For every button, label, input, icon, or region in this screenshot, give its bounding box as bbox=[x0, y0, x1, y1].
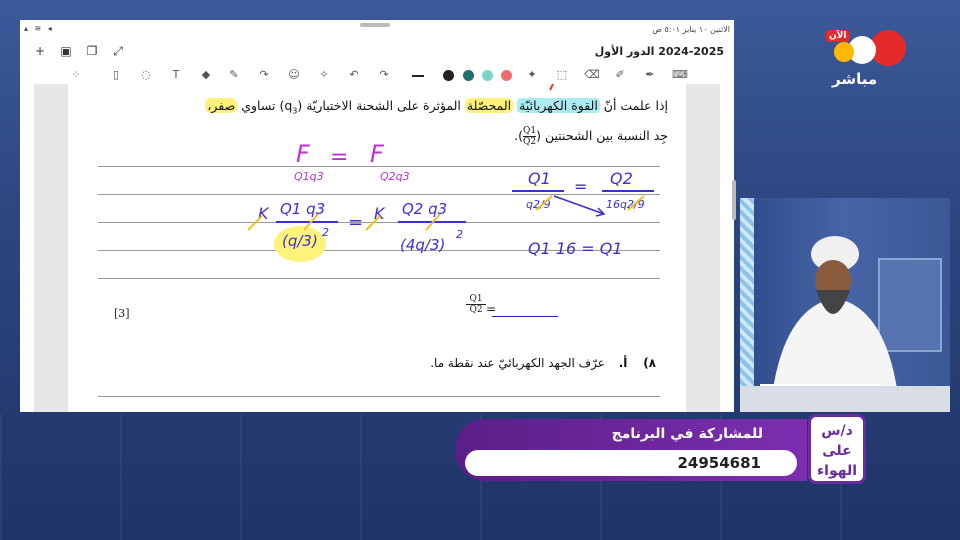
ink-cancel bbox=[248, 216, 262, 230]
presenter-video bbox=[740, 198, 950, 412]
page-icon[interactable]: ▯ bbox=[112, 68, 120, 81]
question-8: ٨) أ. عرّف الجهد الكهربائيّ عند نقطة ما. bbox=[430, 356, 656, 370]
text-icon[interactable]: T bbox=[172, 68, 180, 81]
add-icon[interactable]: + bbox=[34, 44, 46, 58]
answer-rule bbox=[98, 396, 660, 397]
ink-num1: Q1 q3 bbox=[280, 200, 326, 218]
redo-arrow-icon[interactable]: ↷ bbox=[259, 68, 269, 81]
page-canvas[interactable] bbox=[34, 84, 720, 412]
live-badge: الآن bbox=[826, 30, 849, 42]
ink-num2: Q2 q3 bbox=[402, 200, 448, 218]
book-icon[interactable]: ❐ bbox=[86, 44, 98, 58]
color-teal[interactable] bbox=[463, 70, 474, 81]
ink-k1: K bbox=[258, 204, 269, 223]
status-time: ٥:٠١ ص bbox=[652, 25, 681, 34]
phone-number: 24954681 bbox=[465, 450, 797, 476]
ink-cancel bbox=[366, 216, 380, 230]
magic-icon[interactable]: ✧ bbox=[319, 68, 329, 81]
highlight-net: المحصّلة bbox=[466, 98, 512, 113]
sticker-icon[interactable]: ☺ bbox=[288, 68, 300, 81]
ink-r1-den2: 16q2/9 bbox=[606, 198, 645, 211]
question-line-2: جِد النسبة بين الشحنتين ( $\frac{Q1}{Q2}$ ). bbox=[514, 126, 668, 147]
question-line-1: إذا علمت أنّ القوة الكهربائيّة المحصّلة المؤثرة على الشحنة الاختباريّة $(q_3)$ تساوي صفر، bbox=[207, 98, 668, 116]
highlighter-green-icon[interactable]: ✎ bbox=[229, 68, 239, 81]
ink-f2: F bbox=[370, 140, 384, 168]
ink-den2: (4q/3) bbox=[400, 236, 446, 254]
notes-app-window bbox=[20, 20, 734, 412]
pen-icon[interactable]: ✒ bbox=[645, 68, 655, 81]
presenter-figure bbox=[740, 198, 950, 412]
status-date: الاثنين ١٠ يناير bbox=[682, 25, 730, 34]
highlight-zero: صفر، bbox=[207, 98, 236, 113]
pages-icon[interactable]: ▣ bbox=[60, 44, 72, 58]
ink-r1-eq: = bbox=[574, 177, 588, 196]
lasso-icon[interactable]: ◌ bbox=[141, 68, 151, 81]
show-logo: د/س على الهواء bbox=[808, 414, 866, 484]
scrollbar[interactable] bbox=[732, 180, 736, 220]
marks-label: [3] bbox=[114, 307, 130, 320]
pen-thickness-icon[interactable] bbox=[412, 75, 424, 77]
ink-k2: K bbox=[374, 204, 385, 223]
highlighter-icon[interactable]: ✐ bbox=[615, 68, 625, 81]
status-bar bbox=[20, 20, 734, 40]
status-icons: ▴ ≋ ◂ bbox=[24, 24, 54, 33]
ink-den1: (q/3) bbox=[282, 232, 318, 250]
title-bar bbox=[20, 40, 734, 64]
redo-icon[interactable]: ↷ bbox=[379, 68, 389, 81]
keyboard-icon[interactable]: ⌨ bbox=[672, 68, 688, 81]
ink-result: Q1 16 = Q1 bbox=[528, 239, 623, 258]
document-title: 2024-2025 الدور الأول bbox=[594, 45, 724, 58]
undo-icon[interactable]: ↶ bbox=[349, 68, 359, 81]
grid-icon[interactable]: ⁘ bbox=[71, 68, 81, 81]
lasso-select-icon[interactable]: ⬚ bbox=[556, 68, 568, 81]
ink-tick bbox=[550, 84, 554, 90]
answer-fraction: $\frac{Q1}{Q2}$ bbox=[466, 294, 486, 315]
participation-label: للمشاركة في البرنامج bbox=[611, 426, 763, 442]
ink-eq2: = bbox=[348, 212, 364, 233]
ink-arrow bbox=[554, 196, 604, 214]
ink-r1-num2: Q2 bbox=[610, 169, 633, 188]
multitask-handle[interactable] bbox=[360, 23, 390, 27]
ink-f1-sub: Q1q3 bbox=[294, 170, 324, 183]
color-mint[interactable] bbox=[482, 70, 493, 81]
highlight-force: القوة الكهربائيّة bbox=[519, 98, 598, 113]
eraser-icon[interactable]: ⌫ bbox=[584, 68, 600, 81]
ink-f1: F bbox=[296, 140, 310, 168]
drawing-toolbar bbox=[20, 64, 734, 86]
worksheet-page[interactable] bbox=[68, 84, 686, 412]
participation-banner bbox=[455, 419, 807, 481]
ink-f2-sub: Q2q3 bbox=[380, 170, 410, 183]
ink-pow2: 2 bbox=[456, 228, 463, 241]
logo-text: مباشر bbox=[832, 70, 878, 88]
answer-blank[interactable] bbox=[492, 316, 558, 317]
ink-eq1: = bbox=[330, 145, 349, 170]
answer-equals: = bbox=[486, 302, 497, 316]
color-black[interactable] bbox=[443, 70, 454, 81]
ink-pow1: 2 bbox=[322, 226, 329, 239]
pointer-icon[interactable]: ✦ bbox=[527, 68, 537, 81]
shape-icon[interactable]: ◆ bbox=[201, 68, 211, 81]
color-red[interactable] bbox=[501, 70, 512, 81]
ink-r1-den1: q2/9 bbox=[526, 198, 551, 211]
ink-r1-num1: Q1 bbox=[528, 169, 551, 188]
expand-icon[interactable]: ⤢ bbox=[113, 44, 123, 58]
